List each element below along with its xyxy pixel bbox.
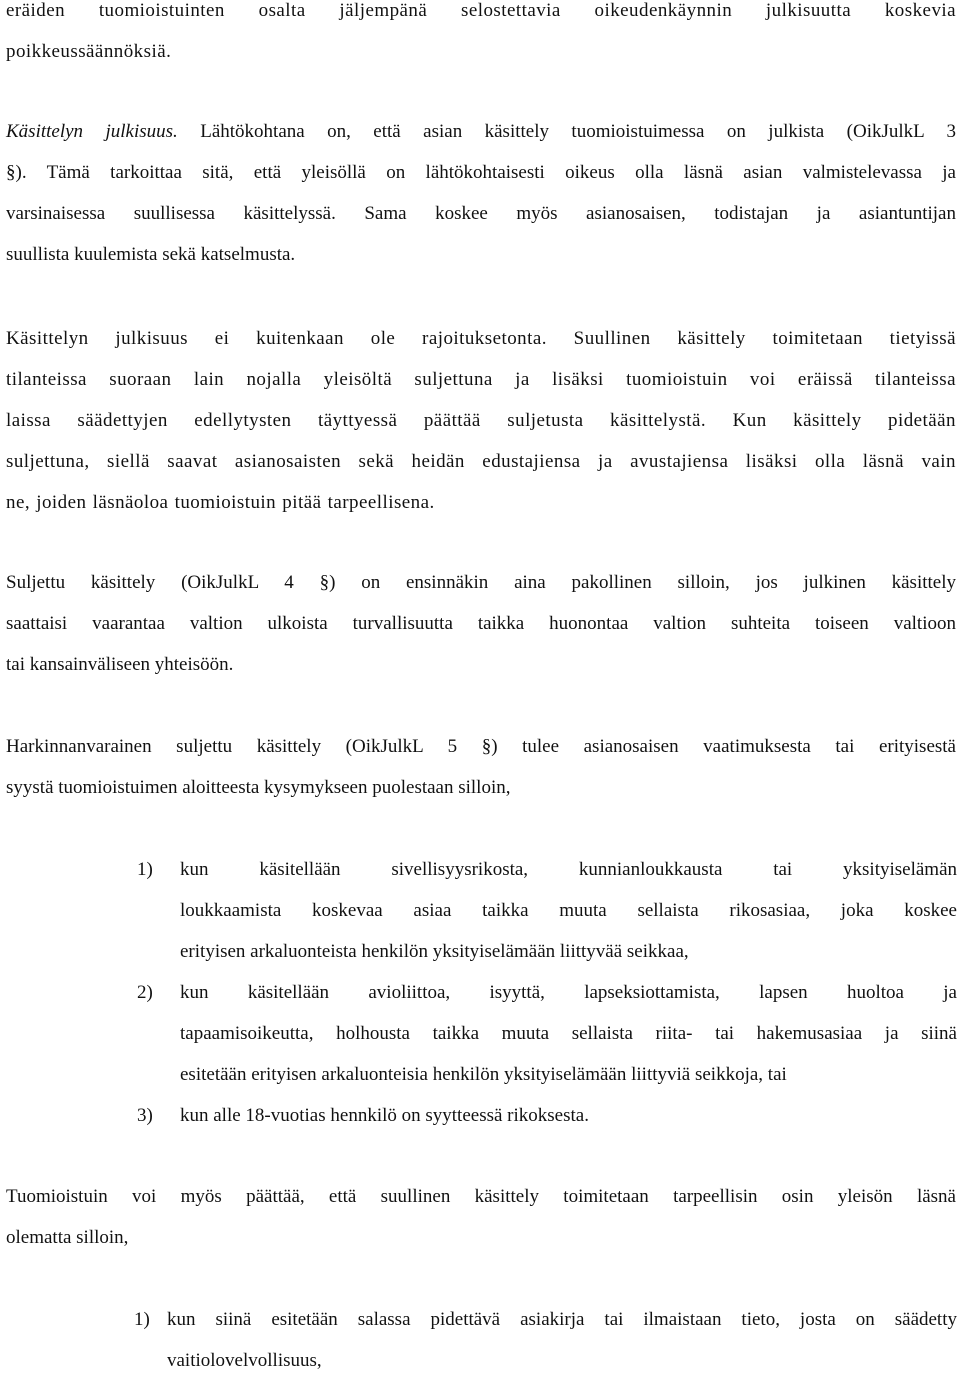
- text-line: suullista kuulemista sekä katselmusta.: [6, 244, 296, 265]
- text-line: kun käsitellään avioliittoa, isyyttä, lapseksiottamista, lapsen huoltoa ja: [180, 982, 957, 1003]
- text-line: olematta silloin,: [6, 1227, 129, 1248]
- text-line: vaitiolovelvollisuus,: [167, 1350, 322, 1371]
- paragraph-rajoitukset: [6, 318, 956, 523]
- text-line: ne, joiden läsnäoloa tuomioistuin pitää tarpeellisena.: [6, 492, 435, 513]
- text-line: kun siinä esitetään salassa pidettävä asiakirja tai ilmaistaan tieto, josta on säädetty: [167, 1309, 957, 1330]
- text-line: tilanteissa suoraan lain nojalla yleisöltä suljettuna ja lisäksi tuomioistuin voi eräissä tilanteissa: [6, 369, 956, 390]
- text-line: esitetään erityisen arkaluonteisia henkilön yksityiselämään liittyviä seikkoja, tai: [180, 1064, 787, 1085]
- list-item-text: [167, 1299, 957, 1381]
- text-line: poikkeussäännöksiä.: [6, 41, 172, 62]
- text-line: syystä tuomioistuimen aloitteesta kysymykseen puolestaan silloin,: [6, 777, 511, 798]
- text-line: laissa säädettyjen edellytysten täyttyessä päättää suljetusta käsittelystä. Kun käsittely pidetään: [6, 410, 956, 431]
- text-line: suljettuna, siellä saavat asianosaisten sekä heidän edustajiensa ja avustajiensa lisäksi olla läsnä vain: [6, 451, 956, 472]
- text-line: eräiden tuomioistuinten osalta jäljempänä selostettavia oikeudenkäynnin julkisuutta koskevia: [6, 0, 956, 21]
- text-line: Harkinnanvarainen suljettu käsittely (OikJulkL 5 §) tulee asianosaisen vaatimuksesta tai erityisestä: [6, 736, 956, 757]
- text-line: kun käsitellään sivellisyysrikosta, kunnianloukkausta tai yksityiselämän: [180, 859, 957, 880]
- text-line: [6, 111, 956, 152]
- text-line: saattaisi vaarantaa valtion ulkoista turvallisuutta taikka huonontaa valtion suhteita toiseen valtioon: [6, 613, 956, 634]
- paragraph-tarpeellisin-osin: [6, 1176, 956, 1258]
- list-item: [0, 1299, 960, 1381]
- text-line: varsinaisessa suullisessa käsittelyssä. Sama koskee myös asianosaisen, todistajan ja asiantuntijan: [6, 203, 956, 224]
- text-line: kun alle 18-vuotias hennkilö on syytteessä rikoksesta.: [180, 1105, 589, 1126]
- paragraph-harkinnanvarainen: [6, 726, 956, 808]
- list-item-text: [180, 1095, 957, 1136]
- list-item: [0, 849, 960, 972]
- text-line: erityisen arkaluonteista henkilön yksityiselämään liittyvää seikkaa,: [180, 941, 689, 962]
- text-line: Käsittelyn julkisuus ei kuitenkaan ole rajoituksetonta. Suullinen käsittely toimitetaan tietyissä: [6, 328, 956, 349]
- paragraph-intro: [6, 0, 956, 72]
- list-item-number: 2): [137, 982, 153, 1003]
- text-span: Lähtökohtana on, että asian käsittely tuomioistuimessa on julkista (OikJulkL 3: [177, 121, 956, 142]
- text-line: Suljettu käsittely (OikJulkL 4 §) on ensinnäkin aina pakollinen silloin, jos julkinen käsittely: [6, 572, 956, 593]
- list-item: [0, 972, 960, 1095]
- text-line: loukkaamista koskevaa asiaa taikka muuta sellaista rikosasiaa, joka koskee: [180, 900, 957, 921]
- text-line: Tuomioistuin voi myös päättää, että suullinen käsittely toimitetaan tarpeellisin osin yleisön läsnä: [6, 1186, 956, 1207]
- list-item-number: 3): [137, 1105, 153, 1126]
- list-item: [0, 1095, 960, 1136]
- text-line: tai kansainväliseen yhteisöön.: [6, 654, 234, 675]
- text-line: §). Tämä tarkoittaa sitä, että yleisöllä on lähtökohtaisesti oikeus olla läsnä asian valmistelevassa ja: [6, 162, 956, 183]
- list-item-number: 1): [134, 1309, 150, 1330]
- text-line: tapaamisoikeutta, holhousta taikka muuta sellaista riita- tai hakemusasiaa ja siinä: [180, 1023, 957, 1044]
- list-item-number: 1): [137, 859, 153, 880]
- paragraph-lead-heading: Käsittelyn julkisuus.: [6, 121, 178, 142]
- list-item-text: [180, 849, 957, 972]
- paragraph-suljettu-kasittely: [6, 562, 956, 685]
- paragraph-kasittelyn-julkisuus: [6, 111, 956, 275]
- list-item-text: [180, 972, 957, 1095]
